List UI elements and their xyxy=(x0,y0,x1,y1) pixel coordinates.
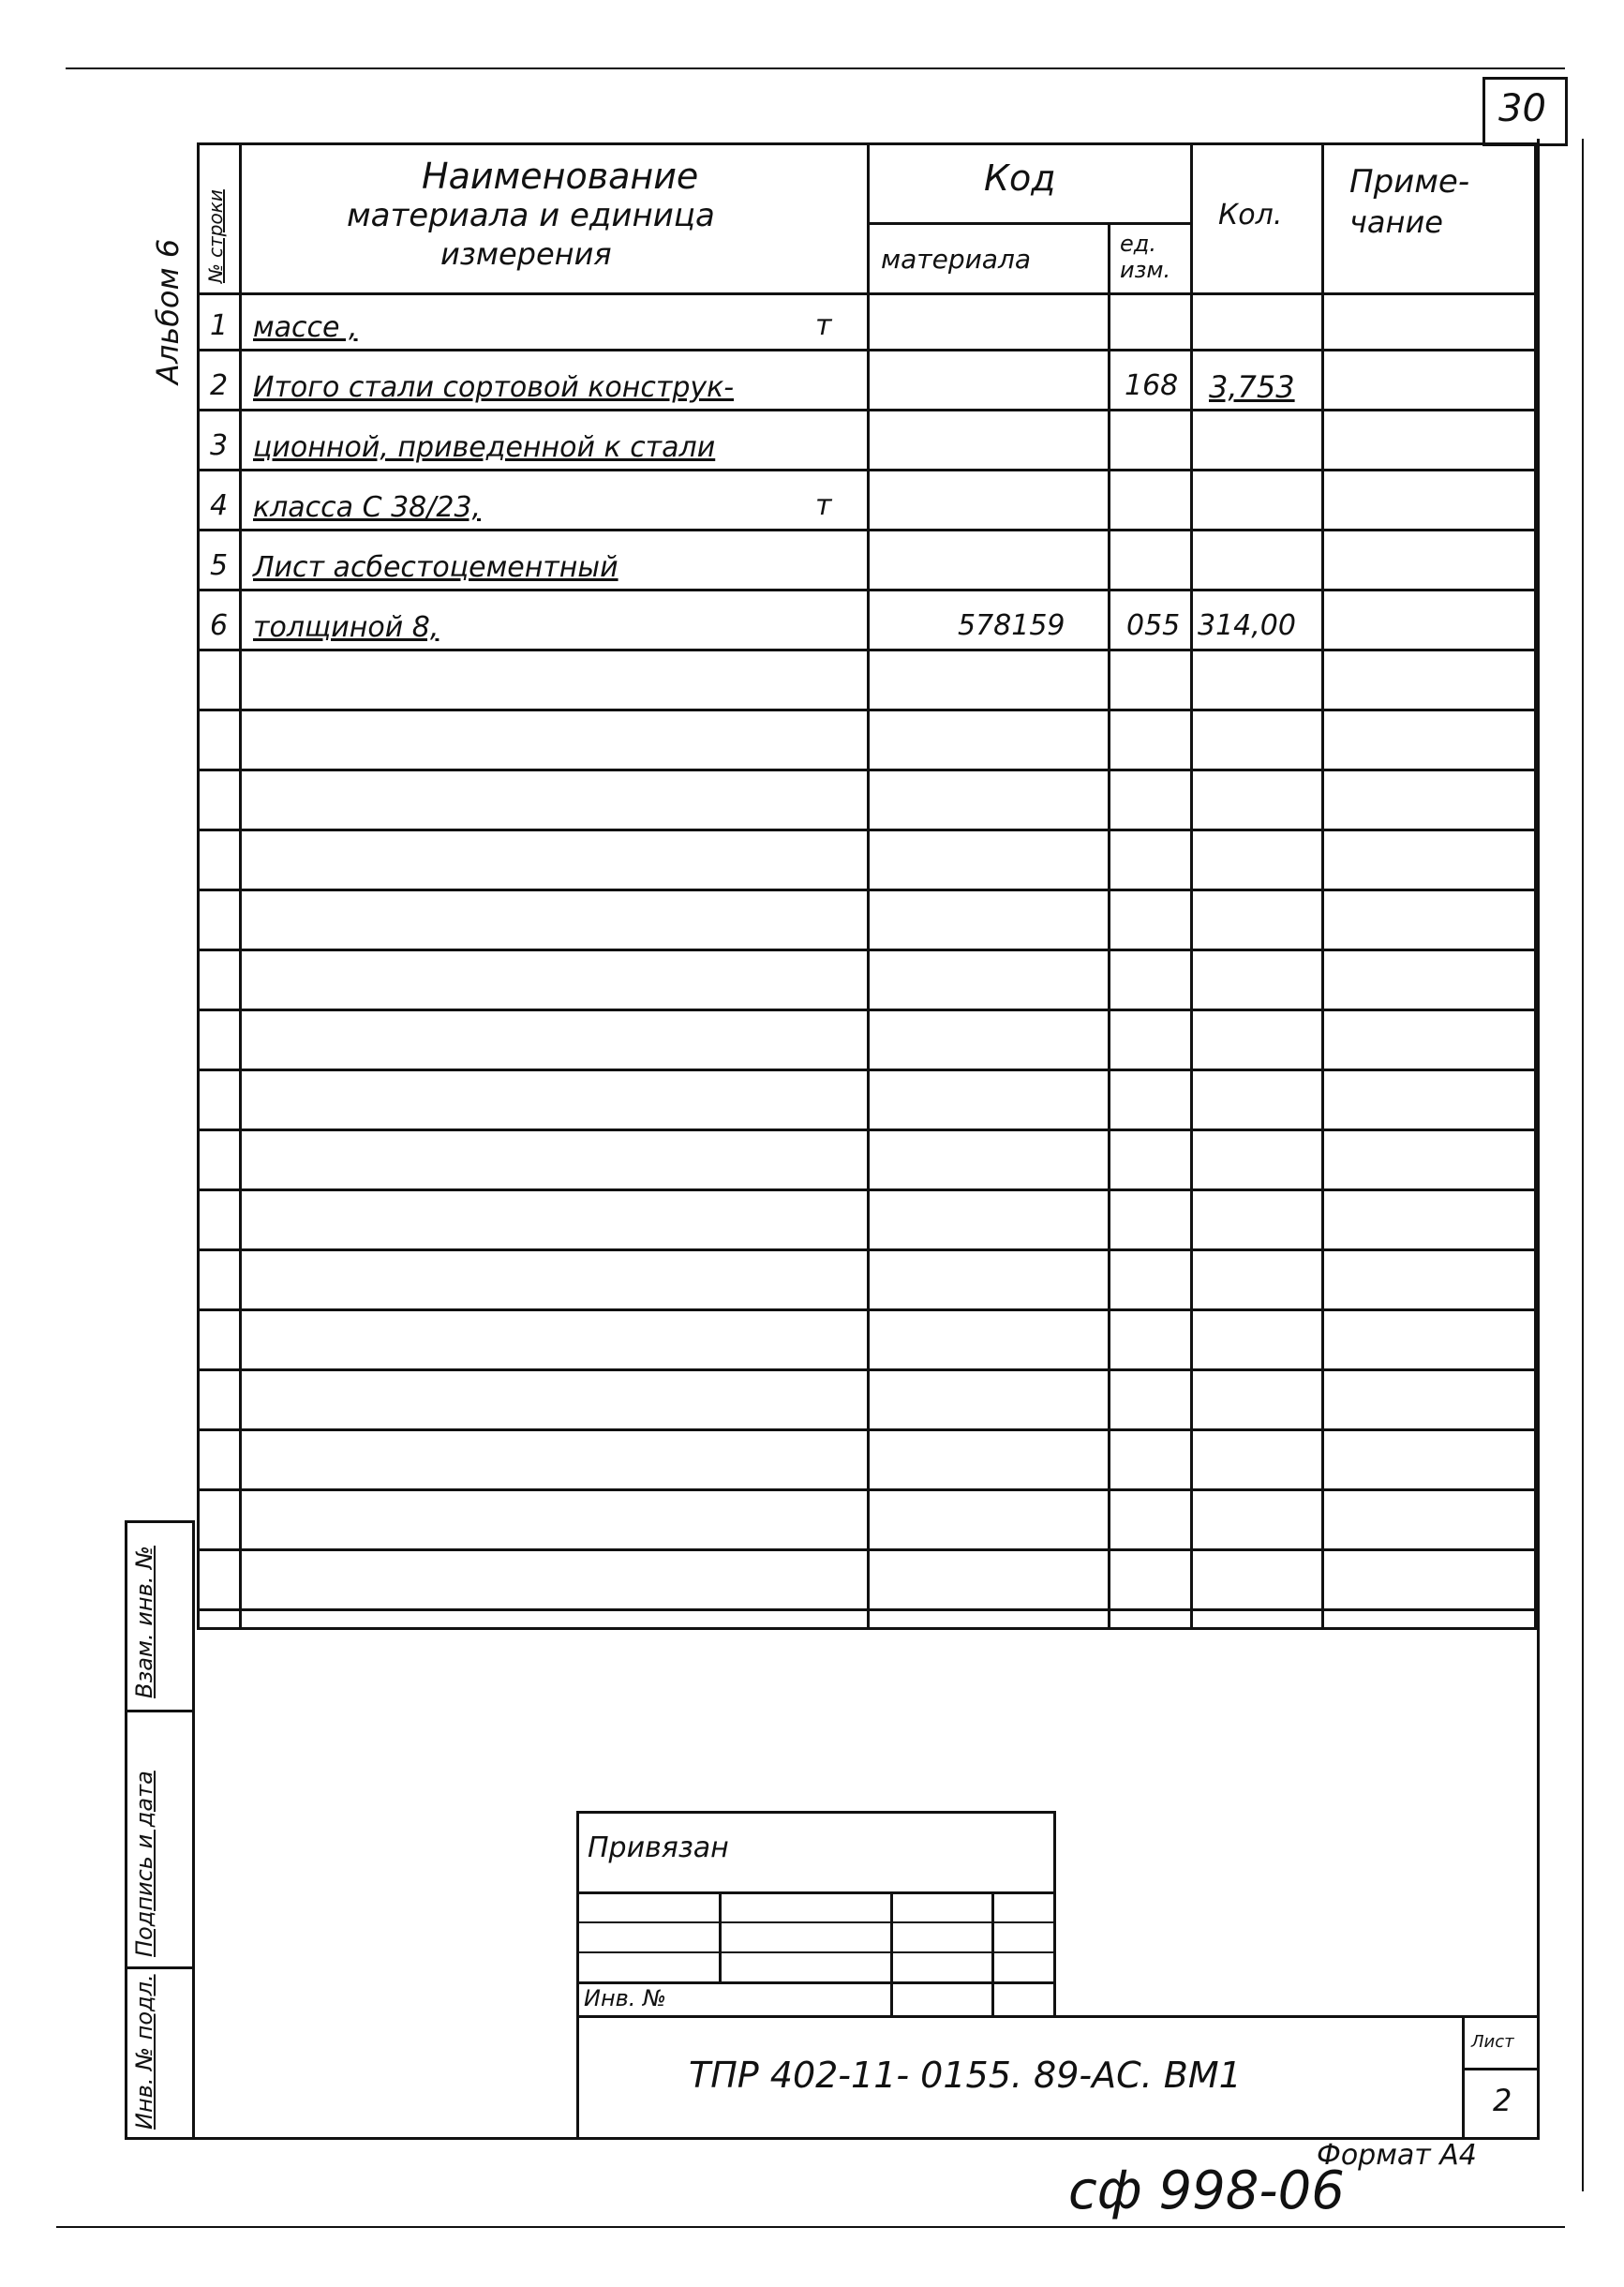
rowno-header: № строки xyxy=(204,189,227,283)
name-header-line1: Наименование xyxy=(422,156,699,197)
row-line xyxy=(197,349,1537,351)
row-line xyxy=(197,409,1537,411)
col-sep-name xyxy=(867,142,870,1630)
archive-number: сф 998-06 xyxy=(1068,2160,1345,2221)
name-header-line3: измерения xyxy=(440,236,612,272)
row-line xyxy=(197,769,1537,771)
row-6-unit: 055 xyxy=(1126,609,1181,642)
side-column-right xyxy=(192,1520,195,2139)
privyazan-line-4 xyxy=(576,1981,1056,1984)
col-sep-qty xyxy=(1321,142,1324,1630)
privyazan-line-2 xyxy=(576,1921,1056,1923)
row-2-unit: 168 xyxy=(1125,369,1179,402)
podpis-label: Подпись и дата xyxy=(131,1771,157,1957)
row-3-name: ционной, приведенной к стали xyxy=(253,431,716,464)
page-number-box xyxy=(1482,77,1568,146)
privyazan-line-3 xyxy=(576,1951,1056,1953)
row-4-name: класса С 38/23, xyxy=(253,491,482,524)
side-sep-1 xyxy=(125,1710,195,1712)
doc-code: ТПР 402-11- 0155. 89-АС. ВМ1 xyxy=(689,2055,1242,2096)
privyazan-col-2 xyxy=(890,1891,893,2015)
vzam-label: Взам. инв. № xyxy=(131,1546,157,1698)
page-number: 30 xyxy=(1498,87,1546,130)
row-line xyxy=(197,1188,1537,1191)
code-header-split xyxy=(867,222,1190,225)
qty-header: Кол. xyxy=(1218,199,1283,232)
row-2-qty: 3,753 xyxy=(1209,369,1295,405)
col-sep-material xyxy=(1108,222,1110,1630)
top-page-rule xyxy=(66,67,1565,69)
row-6-material: 578159 xyxy=(958,609,1065,642)
album-label: Альбом 6 xyxy=(150,238,186,384)
row-line xyxy=(197,1428,1537,1431)
row-line xyxy=(197,829,1537,831)
privyazan-line-1 xyxy=(576,1891,1056,1894)
row-line xyxy=(197,1308,1537,1311)
note-header-line2: чание xyxy=(1349,204,1443,240)
row-1-unit-suffix: т xyxy=(815,309,832,342)
row-line xyxy=(197,1488,1537,1491)
row-5-no: 5 xyxy=(210,549,229,582)
code-unit-header-2: изм. xyxy=(1120,257,1171,283)
bottom-page-rule xyxy=(56,2226,1565,2228)
inv-podl-label: Инв. № подл. xyxy=(131,1974,157,2130)
format-label: Формат А4 xyxy=(1317,2139,1477,2172)
inv-no-label: Инв. № xyxy=(584,1985,667,2011)
row-6-qty: 314,00 xyxy=(1198,609,1296,642)
materials-table xyxy=(197,142,1540,1633)
row-line xyxy=(197,649,1537,651)
row-line xyxy=(197,1548,1537,1551)
row-line xyxy=(197,589,1537,591)
row-line xyxy=(197,1129,1537,1131)
album-label-wrapper xyxy=(150,238,186,394)
row-3-no: 3 xyxy=(210,429,229,462)
side-column-left xyxy=(125,1520,127,2139)
row-line xyxy=(197,709,1537,711)
doc-code-block xyxy=(576,2015,1540,2139)
row-4-no: 4 xyxy=(210,489,229,522)
privyazan-label: Привязан xyxy=(588,1831,729,1864)
row-line xyxy=(197,1009,1537,1011)
row-6-name: толщиной 8, xyxy=(253,611,440,644)
sheet-col-sep xyxy=(1462,2015,1465,2139)
side-sep-2 xyxy=(125,1966,195,1969)
header-bottom xyxy=(197,292,1537,295)
row-4-unit-suffix: т xyxy=(815,489,832,522)
row-2-name: Итого стали сортовой конструк- xyxy=(253,371,735,404)
row-6-no: 6 xyxy=(210,609,229,642)
row-line xyxy=(197,1368,1537,1371)
row-line xyxy=(197,1248,1537,1251)
row-line xyxy=(197,949,1537,951)
code-header: Код xyxy=(984,157,1056,199)
row-1-no: 1 xyxy=(210,309,229,342)
note-header-line1: Приме- xyxy=(1349,163,1470,201)
privyazan-col-1 xyxy=(719,1891,722,1981)
row-2-no: 2 xyxy=(210,369,229,402)
row-line xyxy=(197,1608,1537,1611)
privyazan-col-3 xyxy=(991,1891,994,2015)
sheet-label: Лист xyxy=(1471,2032,1514,2052)
col-sep-rowno xyxy=(239,142,242,1630)
privyazan-block xyxy=(576,1811,1056,2015)
name-header-line2: материала и единица xyxy=(347,197,715,234)
side-column-top xyxy=(125,1520,195,1523)
col-sep-unit xyxy=(1190,142,1193,1630)
row-1-name: массе , xyxy=(253,311,358,344)
sheet-number: 2 xyxy=(1493,2083,1512,2118)
right-edge-rule xyxy=(1582,139,1584,2191)
code-material-header: материала xyxy=(881,244,1032,275)
row-line xyxy=(197,469,1537,471)
row-5-name: Лист асбестоцементный xyxy=(253,551,618,584)
code-unit-header-1: ед. xyxy=(1120,231,1156,257)
sheet-row-sep xyxy=(1462,2068,1540,2070)
row-line xyxy=(197,1069,1537,1071)
row-line xyxy=(197,889,1537,891)
row-line xyxy=(197,529,1537,531)
